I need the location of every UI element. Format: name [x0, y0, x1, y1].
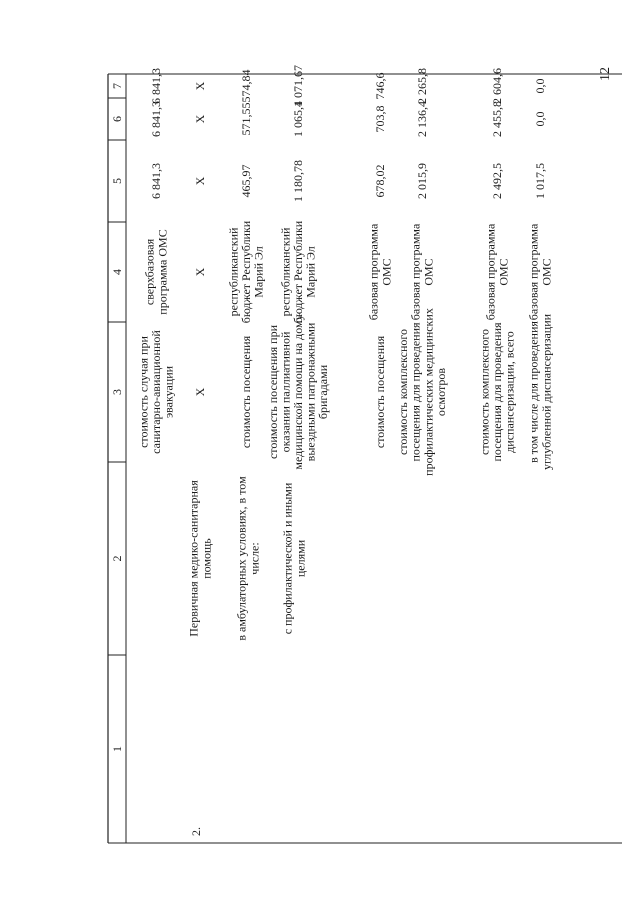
column-number: 6	[110, 116, 124, 122]
row-unit: Х	[193, 387, 207, 397]
row-unit: стоимость случая присанитарно-авиационнойэвакуации	[136, 330, 176, 454]
row-value-7: 1 071,67	[291, 65, 305, 107]
row-unit: стоимость посещения	[373, 335, 387, 449]
row-value-7: Х	[193, 81, 207, 91]
row-value-6: Х	[193, 114, 207, 124]
row-value-6: 2 455,8	[490, 101, 504, 137]
column-number: 3	[110, 389, 124, 395]
row-value-5: 2 492,5	[490, 163, 504, 199]
row-source: базовая программаОМС	[408, 223, 436, 321]
row-value-6: 6 841,3	[149, 101, 163, 137]
row-unit: стоимость посещения приоказании паллиативноймедицинской помощи на домувыездными патронажнымибригадами	[266, 314, 330, 470]
row-number: 2.	[189, 827, 203, 836]
row-value-7: 746,6	[373, 72, 387, 100]
row-name: Первичная медико-санитарнаяпомощь	[186, 480, 214, 637]
row-value-6: 1 065,4	[291, 101, 305, 137]
row-name: с профилактической и инымицелями	[280, 482, 308, 635]
row-value-6: 703,8	[373, 105, 387, 133]
row-value-7: 2 604,6	[490, 68, 504, 104]
row-value-5: 465,97	[239, 164, 253, 198]
row-unit: в том числе для проведенияуглубленной диспансеризации	[526, 313, 554, 471]
column-number: 7	[110, 83, 124, 89]
row-source: Х	[193, 267, 207, 277]
row-value-5: 678,02	[373, 164, 387, 198]
row-source: сверхбазоваяпрограмма ОМС	[142, 229, 170, 315]
row-unit: стоимость посещения	[239, 335, 253, 449]
row-unit: стоимость комплексногопосещения для проведениядиспансеризации, всего	[477, 322, 517, 462]
row-unit: стоимость комплексногопосещения для проведенияпрофилактических медицинскихосмотров	[396, 308, 448, 476]
row-value-5: 1 180,78	[291, 160, 305, 202]
column-number: 1	[110, 746, 124, 752]
column-number: 2	[110, 555, 124, 562]
row-value-5: 6 841,3	[149, 163, 163, 199]
row-source: базовая программаОМС	[366, 223, 394, 321]
row-value-5: 2 015,9	[415, 163, 429, 199]
row-value-7: 6 841,3	[149, 68, 163, 104]
row-source: базовая программаОМС	[483, 223, 511, 321]
row-value-5: 1 017,5	[533, 163, 547, 199]
row-source: базовая программаОМС	[526, 223, 554, 321]
row-source: республиканскийбюджет РеспубликиМарий Эл	[226, 220, 266, 324]
row-value-6: 2 136,4	[415, 101, 429, 137]
row-value-7: 2 265,8	[415, 68, 429, 104]
row-value-7: 0,0	[533, 78, 547, 94]
column-number: 4	[110, 269, 124, 275]
row-name: в амбулаторных условиях, в томчисле:	[234, 476, 262, 641]
row-value-5: Х	[193, 176, 207, 186]
column-number: 5	[110, 178, 124, 184]
row-value-6: 0,0	[533, 111, 547, 127]
row-value-6: 571,55	[239, 102, 253, 136]
row-value-7: 574,84	[239, 69, 253, 103]
row-source: республиканскийбюджет РеспубликиМарий Эл	[278, 220, 318, 324]
page-number: 12	[598, 67, 613, 81]
